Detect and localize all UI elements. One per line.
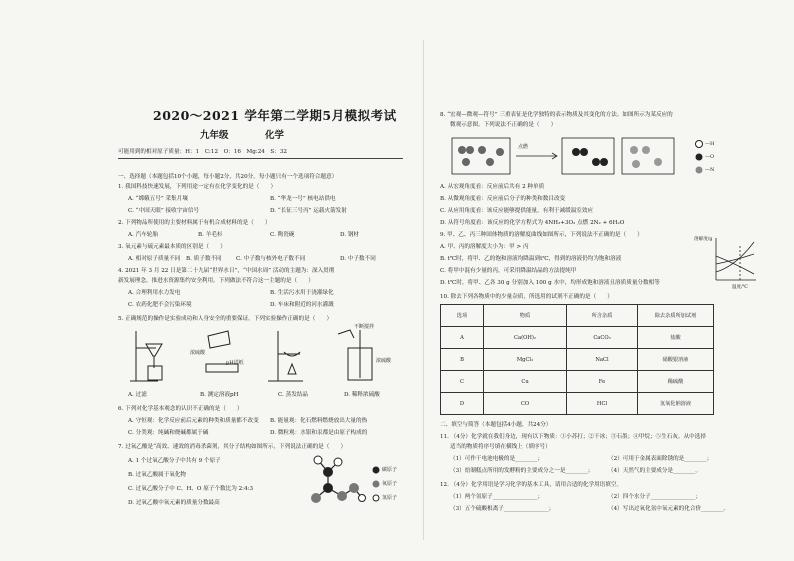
q1-option-d: D. “长征三号丙” 运载火箭发射 <box>270 208 347 214</box>
q1-option-c: C. “中国天眼” 接收宇宙信号 <box>128 208 200 214</box>
q9-stem: 9. 甲、乙、丙三种固体物质的溶解度曲线如图所示，下列说法不正确的是（ ） <box>440 232 643 238</box>
legend-carbon: 碳原子 <box>382 467 398 473</box>
section-1-heading: 一、选择题（本题包括10个小题，每小题2分，共20分。每小题只有一个选项符合题意） <box>118 174 338 180</box>
q12-blank-1: （1）两个氢原子________________； <box>450 494 544 500</box>
q9-option-c: C. 将甲中混有少量的丙，可采用降温结晶的方法提纯甲 <box>440 268 577 274</box>
legend-hydrogen: 氢原子 <box>382 495 398 501</box>
q2-option-a: A. 汽车轮胎 <box>128 232 158 238</box>
q5-label-ph-paper: pH试纸 <box>226 360 244 366</box>
q4-option-b: B. 生活污水用于浇灌绿化 <box>270 290 334 296</box>
q7-option-c: C. 过氧乙酸分子中 C、H、O 原子个数比为 2:4:3 <box>128 486 254 492</box>
cell: 盐酸 <box>638 327 714 349</box>
cell: HCl <box>567 393 638 415</box>
cell: D <box>441 393 484 415</box>
q12-blank-3: （3）五个硫酸根离子________________； <box>450 506 555 512</box>
q11-blank-2: （2）可用于金属表面除锈的是________； <box>608 456 713 462</box>
cell: CaCO₃ <box>567 327 638 349</box>
q2-option-b: B. 羊毛衫 <box>198 232 223 238</box>
cell: 稀硫酸 <box>638 371 714 393</box>
q3-option-c: C. 中子数与核外电子数不同 <box>236 256 306 262</box>
cell: Cu <box>484 371 567 393</box>
q5-option-c: C. 蒸发结晶 <box>278 392 309 398</box>
q11-stem: 11. （4分）化学就在我们身边，现有以下物质：①小苏打；②干冰；③石墨；④甲烷；⑤生石灰。从中选择 <box>440 434 706 440</box>
q4-stem-line2: 新发展理念，推进水资源集约安全利用。下列做法不符合这一主题的是（ ） <box>118 278 314 284</box>
molecule-structure-icon <box>308 452 368 512</box>
cell: 氢氧化钠溶液 <box>638 393 714 415</box>
cell: Ca(OH)₂ <box>484 327 567 349</box>
cell: MgCl₂ <box>484 349 567 371</box>
left-page <box>118 0 408 561</box>
table-row <box>441 393 714 415</box>
q11-blank-4: （4）天然气的主要成分是________。 <box>608 468 702 474</box>
q7-option-d: D. 过氧乙酸中氧元素的质量分数最高 <box>128 500 220 506</box>
q5-option-d: D. 稀释浓硫酸 <box>344 392 380 398</box>
q5-option-b: B. 测定溶液pH <box>200 392 239 398</box>
table-row <box>441 371 714 393</box>
q2-option-c: C. 陶瓷碗 <box>270 232 295 238</box>
cell: CO <box>484 393 567 415</box>
cell: A <box>441 327 484 349</box>
q5-label-acid: 浓硫酸 <box>190 350 206 356</box>
element-legend-icon <box>695 140 703 176</box>
header-impurity: 所含杂质 <box>567 305 638 327</box>
q8-stem-line2: 微观示意图。下列说法不正确的是（ ） <box>450 122 557 128</box>
atomic-masses: 可能用到的相对原子质量：H：1 C:12 O：16 Mg:24 S：32 <box>118 149 287 155</box>
q4-option-c: C. 农药化肥不会污染环境 <box>128 302 192 308</box>
q4-stem-line1: 4. 2021 年 3 月 22 日是第二十九届“世界水日”，“中国水周” 活动的主题为：深入贯彻 <box>118 268 335 274</box>
cell: 硝酸银溶液 <box>638 349 714 371</box>
q11-stem-line2: 适当的物质将序号填在横线上（填序号） <box>450 444 551 450</box>
right-page <box>440 0 760 561</box>
q1-option-b: B. “华龙一号” 核电站供电 <box>270 196 336 202</box>
q7-stem: 7. 过氧乙酸是“高效、速效的消毒杀菌剂，其分子结构如图所示，下列说法正确的是（ ） <box>118 444 347 450</box>
q3-option-d: D. 中子数不同 <box>340 256 376 262</box>
legend-n: —N <box>705 167 715 173</box>
arrow-label-ignite: 点燃 <box>518 144 529 150</box>
lab-apparatus-icon <box>128 326 398 386</box>
q1-option-a: A. “嫦娥五号” 采集月壤 <box>128 196 188 202</box>
legend-oxygen: 氧原子 <box>382 481 398 487</box>
q5-stem: 5. 正确规范的操作是实验成功和人身安全的重要保证。下列实验操作正确的是（ ） <box>118 316 333 322</box>
q3-option-b: B. 质子数不同 <box>186 256 222 262</box>
q9-option-a: A. 甲、丙的溶解度大小为：甲 > 丙 <box>440 244 529 250</box>
q2-option-d: D. 钢材 <box>340 232 360 238</box>
q3-stem: 3. 氧元素与硫元素最本质的区别是（ ） <box>118 244 226 250</box>
cell: Fe <box>567 371 638 393</box>
reaction-diagram-icon <box>450 134 690 178</box>
legend-o: —O <box>705 154 715 160</box>
q10-stem: 10. 除去下列各物质中的少量杂质，所选用的试剂不正确的是（ ） <box>440 294 613 300</box>
atom-legend-icon <box>372 466 380 506</box>
legend-h: —H <box>705 141 715 147</box>
q8-option-c: C. 从应用角度看：该反应能够提供能量，有利于减缓温室效应 <box>440 208 594 214</box>
q12-blank-4: （4）写出过氧化氢中氧元素的化合价________。 <box>608 506 730 512</box>
q1-stem: 1. 我国科技快速发展，下列用途一定有在化学变化的是（ ） <box>118 184 277 190</box>
q6-option-d: D. 微粒观：水银和汞都是由原子构成的 <box>270 430 368 436</box>
q9-option-b: B. t℃时，将甲、乙的饱和溶液均降温到t℃，得到的溶液仍均为饱和溶液 <box>440 256 622 262</box>
q11-blank-1: （1）可作干电池电极的是________； <box>450 456 544 462</box>
header-reagent: 除去杂质所加试剂 <box>638 305 714 327</box>
q8-option-b: B. 从微观角度看：反应前后分子的种类和数目改变 <box>440 196 566 202</box>
page-fold <box>423 40 424 540</box>
cell: C <box>441 371 484 393</box>
subject-label: 化学 <box>265 130 285 141</box>
q9-xlabel: 温度/℃ <box>732 285 748 290</box>
q5-option-a: A. 过滤 <box>128 392 147 398</box>
q4-option-d: D. 车床和附近的河水灌溉 <box>270 302 334 308</box>
q8-stem-line1: 8. “宏观—微观—符号” 三重表征是化学独特的表示物质及其变化的方法。如图所示为某反应的 <box>440 112 673 118</box>
q12-stem: 12. （4分）化学用语是学习化学的基本工具，请用合适的化学用语填空。 <box>440 482 623 488</box>
q8-option-d: D. 从符号角度看：该反应的化学方程式为 4NH₃+3O₂ 点燃 2N₂ + 6H₂O <box>440 220 625 226</box>
q6-option-a: A. 守恒观：化学反应前后元素的种类和质量都不改变 <box>128 418 259 424</box>
q6-option-c: C. 分类观：纯碱和烧碱都属于碱 <box>128 430 209 436</box>
q6-stem: 6. 下列对化学基本观念的认识不正确的是（ ） <box>118 406 243 412</box>
q7-option-b: B. 过氧乙酸属于氧化物 <box>128 472 187 478</box>
exam-title: 2020～2021 学年第二学期5月模拟考试 <box>153 108 397 123</box>
q3-option-a: A. 相对原子质量不同 <box>128 256 181 262</box>
q9-ylabel: 溶解度/g <box>694 237 713 242</box>
q2-stem: 2. 下列物品所使用的主要材料属于有机合成材料的是（ ） <box>118 220 271 226</box>
q7-option-a: A. 1 个过氧乙酸分子中共有 9 个原子 <box>128 458 221 464</box>
q6-option-b: B. 能量观：化石燃料燃烧放出大量的热 <box>270 418 368 424</box>
q10-table <box>440 304 714 415</box>
q8-option-a: A. 从宏观角度看：反应前后共有 2 种单质 <box>440 184 545 190</box>
table-row <box>441 349 714 371</box>
solubility-curve-icon <box>710 236 758 284</box>
cell: B <box>441 349 484 371</box>
q4-option-a: A. 合理利用水力发电 <box>128 290 181 296</box>
divider <box>118 158 403 159</box>
header-substance: 物质 <box>484 305 567 327</box>
section-2-heading: 二、填空与简答（本题包括4小题，共24分） <box>440 422 552 428</box>
table-row <box>441 327 714 349</box>
q11-blank-3: （3）焙制糕点所用的发酵粉的主要成分之一是________； <box>450 468 594 474</box>
cell: NaCl <box>567 349 638 371</box>
q5-label-acid-2: 浓硫酸 <box>376 358 392 364</box>
header-option: 选项 <box>441 305 484 327</box>
grade-label: 九年级 <box>200 130 229 141</box>
q9-option-d: D. t℃时，将甲、乙各 30 g 分别加入 100 g 水中，均形成饱和溶液且溶质质量分数相等 <box>440 280 660 286</box>
q12-blank-2: （2）四个水分子________________； <box>608 494 702 500</box>
q5-label-stir: 不断搅拌 <box>354 324 375 330</box>
